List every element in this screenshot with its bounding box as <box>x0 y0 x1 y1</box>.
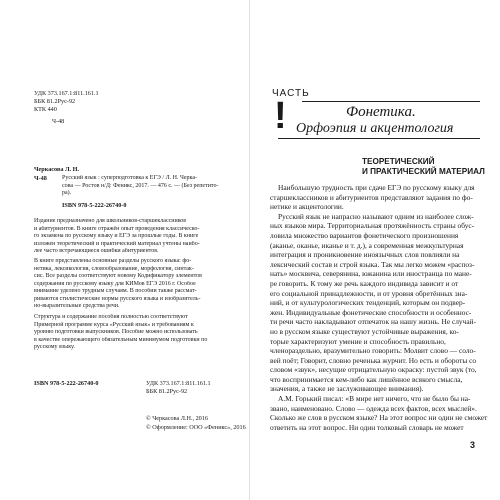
body-line: но в русском языке существуют устойчивые выражения, ко- <box>270 326 459 336</box>
body-line: (аканье, оканье, иканье и т. д.), а современная межкультурная <box>270 240 464 250</box>
body-line: звано, наименовано. Слово — одежда всех фактов, всех мыслей». <box>270 403 477 413</box>
bib-line: Русский язык : суперподготовка к ЕГЭ / Л. Н. Черка- <box>62 175 198 181</box>
bbk-code: ББК 81.2Рус-92 <box>34 98 76 105</box>
annotation-line: В книге представлены основные разделы русского языка: фо- <box>34 258 192 264</box>
body-line: Русский язык не напрасно называют одним из наиболее слож- <box>278 211 474 221</box>
annotation-line: сис. Все разделы соответствуют новому Кодификатору элементов <box>34 273 202 279</box>
part-label: ЧАСТЬ <box>272 88 310 99</box>
annotation-line: содержания по русскому языку для КИМов ЕГЭ 2016 г. Особое <box>34 280 196 287</box>
bib-line: сова — Ростов н/Д: Феникс, 2017. — 476 с. — (Без репетито- <box>62 182 219 189</box>
title-underline <box>278 138 480 139</box>
card-index: Ч-48 <box>34 175 47 182</box>
annotation-line: изложен теоретический и практический материал учтены наибо- <box>34 240 200 247</box>
body-line: Наибольшую трудность при сдаче ЕГЭ по русскому языку для <box>278 183 475 192</box>
body-line: что воспринимается кем-либо как лишённое всякого смысла, <box>270 374 463 384</box>
author-mark: Ч-48 <box>52 118 65 125</box>
body-line: словом «звук», несущие отрицательную окраску: пустой звук (то, <box>270 365 477 375</box>
annotation-line: го экзамена по русскому языку и ЕГЭ за прошлые годы. В книге <box>34 233 199 239</box>
copyright-design: © Оформление: ООО «Феникс», 2016 <box>146 424 246 431</box>
body-line: ти речи часто накладывают отпечаток на нашу жизнь. Не случай- <box>270 317 477 327</box>
annotation-line: и абитуриентов. В книге отражён опыт проведения классическо- <box>34 225 200 232</box>
annotation-para-2 <box>34 258 242 311</box>
annotation-line: но-выразительные средства речи. <box>34 303 120 309</box>
section-title-line-2: И ПРАКТИЧЕСКИЙ МАТЕРИАЛ <box>362 167 485 176</box>
bibliographic-description <box>62 175 242 198</box>
body-line: ловила множество вариантов фонетического произношения <box>270 230 459 240</box>
copyright-author: © Черкасова Л.Н., 2016 <box>146 415 208 422</box>
body-line: ответить на этот вопрос. Ни один толковый словарь не может <box>270 422 464 432</box>
annotation-para-3 <box>34 314 242 352</box>
isbn-card: ISBN 978-5-222-26740-0 <box>62 202 127 209</box>
body-line: нетике и акцентологии. <box>270 202 344 212</box>
annotation-para-1 <box>34 218 242 256</box>
annotation-line: Структура и содержание пособия полностью соответствуют <box>34 314 188 320</box>
udk-code: УДК 373.167.1:811.161.1 <box>34 90 99 97</box>
title-rule <box>302 101 480 102</box>
annotation-line: лее часто встречающиеся ошибки абитуриентов. <box>34 248 159 254</box>
body-line: членораздельно, вразумительно говорить: Молвит слово — соло- <box>270 346 476 356</box>
body-line: вей поёт; Говорит, словно реченька журчит. Но есть и обороты со <box>270 355 477 365</box>
annotation-line: Издание предназначено для школьников-старшеклассников <box>34 218 187 224</box>
chapter-title-line-1: Фонетика. <box>346 104 416 120</box>
body-line: ных языков мира. Территориальная протяжённость страны обус- <box>270 221 475 231</box>
body-line: старшеклассников и абитуриентов представляют задания по фо- <box>270 192 473 202</box>
body-text <box>270 183 488 432</box>
page-number: 3 <box>470 440 476 450</box>
right-page <box>250 0 500 500</box>
body-line: лексический состав и строй языка. Так мы легко можем «распоз- <box>270 259 475 269</box>
body-line: ний, и от культурологических тенденций, которым он подвер- <box>270 298 466 308</box>
bbk-bottom: ББК 81.2Рус-92 <box>146 388 188 395</box>
body-line: А.М. Горький писал: «В мире нет ничего, что не было бы на- <box>278 394 471 404</box>
chapter-title-line-2: Орфоэпия и акцентология <box>296 121 454 136</box>
body-line: Сколько же слов в русском языке? На этот вопрос ни один не сможет <box>270 413 488 423</box>
udk-bottom: УДК 373.167.1:811.161.1 <box>146 380 211 387</box>
body-line: жен. Индивидуальные фонетические способности и особеннос- <box>270 307 472 317</box>
annotation-line: русскому языку. <box>34 344 75 350</box>
body-line: значения, а также не заслуживающее внимания). <box>270 384 424 394</box>
ktk-code: КТК 440 <box>34 106 57 113</box>
section-title-line-1: ТЕОРЕТИЧЕСКИЙ <box>362 157 435 166</box>
body-line: интеграция и проникновение иноязычных слов повлияли на <box>270 250 460 260</box>
annotation-line: в качестве опережающего обязательным минимумом подготовки по <box>34 336 208 343</box>
isbn-bottom: ISBN 978-5-222-26740-0 <box>34 380 99 387</box>
body-line: ре говорить. К тому же речь каждого индивида зависит и от <box>270 278 459 288</box>
author-heading: Черкасова Л. Н. <box>34 166 80 173</box>
annotation-line: уровню подготовки выпускников. Пособие можно использовать <box>34 329 198 335</box>
annotation-line: нетика, лексикология, словообразование, морфология, синтак- <box>34 265 194 272</box>
annotation-line: Примерной программе курса «Русский язык» и требованиям к <box>34 321 194 328</box>
body-line: торые характеризуют умение и способность правильно, <box>270 336 446 346</box>
annotation-line: риваются стилистические нормы русского языка и изобразитель- <box>34 295 201 302</box>
exclamation-mark: ! <box>274 95 287 137</box>
body-line: его социальной принадлежности, и от уровня обретённых зна- <box>270 288 468 298</box>
body-line: нать» москвича, северянина, южанина или иностранца по мане- <box>270 269 472 279</box>
annotation-line: внимание уделено трудным случаям. В пособии также рассмат- <box>34 288 197 294</box>
bib-line: ра). <box>62 190 72 196</box>
